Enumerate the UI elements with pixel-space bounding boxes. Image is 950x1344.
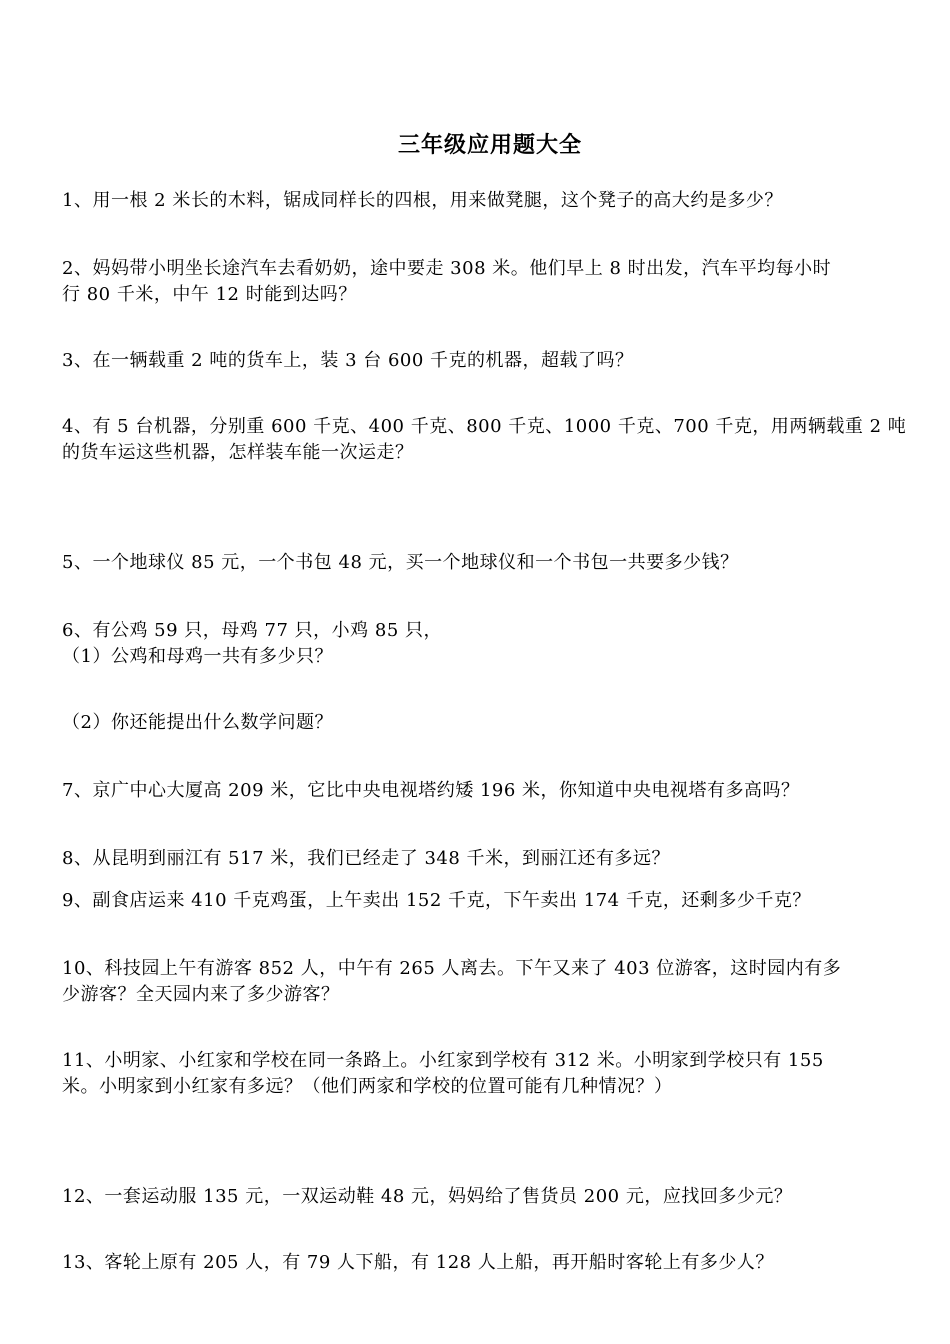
question-line: 1、用一根 2 米长的木料，锯成同样长的四根，用来做凳腿，这个凳子的高大约是多少？ — [62, 190, 783, 211]
question-5 — [62, 550, 930, 576]
question-line: 6、有公鸡 59 只，母鸡 77 只，小鸡 85 只， — [62, 620, 442, 641]
question-9 — [62, 888, 930, 914]
question-8 — [62, 846, 930, 872]
question-line: 的货车运这些机器，怎样装车能一次运走？ — [62, 442, 414, 463]
question-2 — [62, 256, 930, 308]
page-title: 三年级应用题大全 — [397, 133, 582, 158]
question-line: 少游客？全天园内来了多少游客？ — [62, 984, 340, 1005]
question-line: 4、有 5 台机器，分别重 600 千克、400 千克、800 千克、1000 千克、700 千克，用两辆载重 2 吨 — [62, 416, 907, 437]
question-line: 7、京广中心大厦高 209 米，它比中央电视塔约矮 196 米，你知道中央电视塔有多高吗？ — [62, 780, 800, 801]
question-line: 13、客轮上原有 205 人，有 79 人下船，有 128 人上船，再开船时客轮上有多少人？ — [62, 1252, 774, 1273]
question-6-part-2 — [62, 710, 930, 736]
question-11 — [62, 1048, 930, 1100]
question-line: 米。小明家到小红家有多远？（他们两家和学校的位置可能有几种情况？） — [62, 1076, 673, 1097]
question-line: 5、一个地球仪 85 元，一个书包 48 元，买一个地球仪和一个书包一共要多少钱？ — [62, 552, 739, 573]
question-line: 11、小明家、小红家和学校在同一条路上。小红家到学校有 312 米。小明家到学校只有 155 — [62, 1050, 824, 1071]
question-line: 2、妈妈带小明坐长途汽车去看奶奶，途中要走 308 米。他们早上 8 时出发，汽车平均每小时 — [62, 258, 832, 279]
question-10 — [62, 956, 930, 1008]
question-line: 10、科技园上午有游客 852 人，中午有 265 人离去。下午又来了 403 位游客，这时园内有多 — [62, 958, 842, 979]
question-13 — [62, 1250, 930, 1276]
question-6 — [62, 618, 930, 670]
question-line: 8、从昆明到丽江有 517 米，我们已经走了 348 千米，到丽江还有多远？ — [62, 848, 671, 869]
question-line: 3、在一辆载重 2 吨的货车上，装 3 台 600 千克的机器，超载了吗？ — [62, 350, 634, 371]
question-12 — [62, 1184, 930, 1210]
question-4 — [62, 414, 930, 466]
question-7 — [62, 778, 930, 804]
question-1 — [62, 188, 930, 214]
question-line: 9、副食店运来 410 千克鸡蛋，上午卖出 152 千克，下午卖出 174 千克，还剩多少千克？ — [62, 890, 811, 911]
question-3 — [62, 348, 930, 374]
question-line: 12、一套运动服 135 元，一双运动鞋 48 元，妈妈给了售货员 200 元，应找回多少元？ — [62, 1186, 793, 1207]
question-line: 行 80 千米，中午 12 时能到达吗？ — [62, 284, 357, 305]
question-line: （1）公鸡和母鸡一共有多少只？ — [62, 646, 333, 667]
question-line: （2）你还能提出什么数学问题？ — [62, 712, 333, 733]
